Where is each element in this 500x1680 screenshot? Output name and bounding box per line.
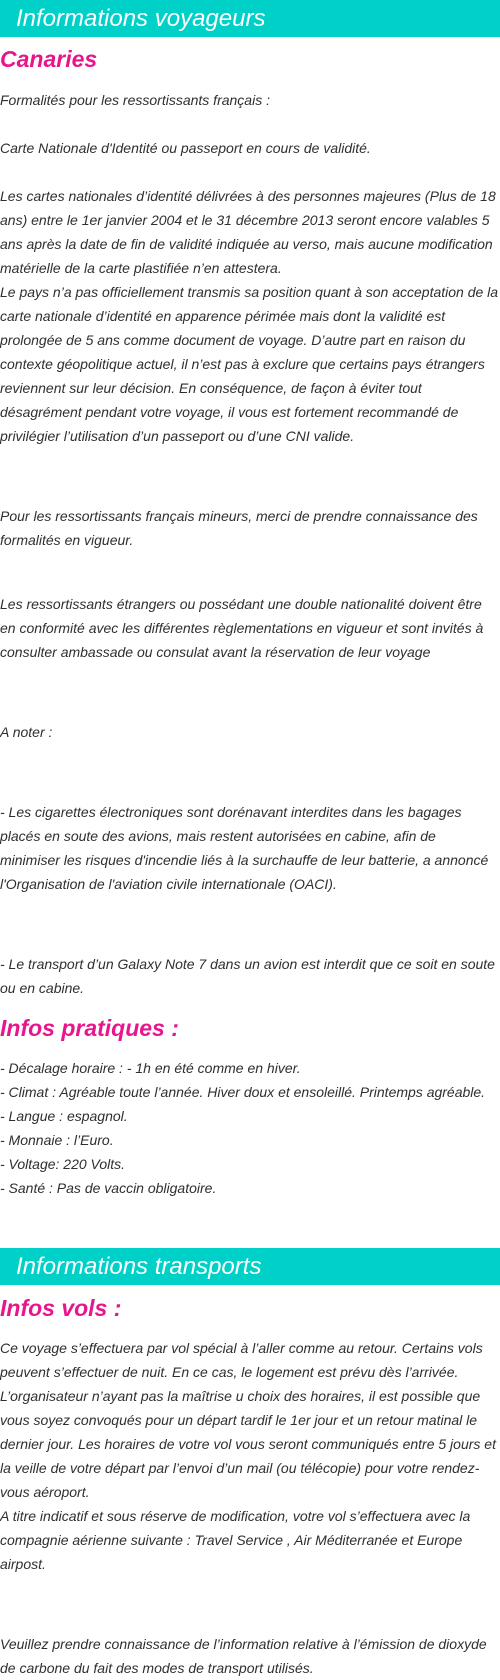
transports-banner: Informations transports [0, 1248, 500, 1285]
list-item: - Monnaie : l’Euro. [0, 1132, 114, 1148]
vols-compagnies: A titre indicatif et sous réserve de modification, votre vol s’effectuera avec la compagnie aérienne suivante : Travel Service , Air Méditerranée et Europe airpost. [0, 1508, 471, 1572]
co2-note: Veuillez prendre connaissance de l’information relative à l’émission de dioxyde de carbone du fait des modes de transport utilisés. [0, 1636, 487, 1676]
cni-details: Les cartes nationales d’identité délivrées à des personnes majeures (Plus de 18 ans) entre le 1er janvier 2004 et le 31 décembre 2013 seront encore valables 5 ans après la date de fin de validité indiquée au verso, mais aucune modification matérielle de la carte plastifiée n’en attestera. [0, 188, 496, 276]
etrangers-note: Les ressortissants étrangers ou possédant une double nationalité doivent être en conformité avec les différentes règlementations en vigueur et sont invités à consulter ambassade ou consulat avant la réservation de leur voyage [0, 596, 484, 660]
galaxy-note: - Le transport d’un Galaxy Note 7 dans un avion est interdit que ce soit en soute ou en cabine. [0, 956, 495, 996]
list-item: - Voltage: 220 Volts. [0, 1156, 126, 1172]
list-item: - Santé : Pas de vaccin obligatoire. [0, 1180, 217, 1196]
infos-vols-heading: Infos vols : [0, 1295, 122, 1321]
list-item: - Langue : espagnol. [0, 1108, 128, 1124]
cni-position: Le pays n’a pas officiellement transmis sa position quant à son acceptation de la carte nationale d’identité en apparence périmée mais dont la validité est prolongée de 5 ans comme document de voyage. D’autre part en raison du contexte géopolitique actuel, il n’est pas à exclure que certains pays étrangers reviennent sur leur décision. En conséquence, de façon à éviter tout désagrément pendant votre voyage, il vous est fortement recommandé de privilégier l’utilisation d’un passeport ou d’une CNI valide. [0, 284, 499, 444]
formalites-intro: Formalités pour les ressortissants français : [0, 92, 270, 108]
vols-details: Ce voyage s’effectuera par vol spécial à l’aller comme au retour. Certains vols peuvent s’effectuer de nuit. En ce cas, le logement est prévu dès l’arrivée. L’organisateur n’ayant pas la maîtrise u choix des horaires, il est possible que vous soyez convoqués pour un départ tardif le 1er jour et un retour matinal le dernier jour. Les horaires de votre vol vous seront communiqués entre 5 jours et la veille de votre départ par l’envoi d’un mail (ou télécopie) pour votre rendez-vous aéroport. [0, 1340, 496, 1500]
destination-heading: Canaries [0, 46, 98, 72]
infos-pratiques-heading: Infos pratiques : [0, 1015, 179, 1041]
cigarettes-note: - Les cigarettes électroniques sont dorénavant interdites dans les bagages placés en soute des avions, mais restent autorisées en cabine, afin de minimiser les risques d'incendie liés à la surchauffe de leur batterie, a annoncé l'Organisation de l'aviation civile internationale (OACI). [0, 804, 489, 892]
voyageurs-banner: Informations voyageurs [0, 0, 500, 37]
cni-requirement: Carte Nationale d'Identité ou passeport en cours de validité. [0, 140, 371, 156]
list-item: - Climat : Agréable toute l’année. Hiver doux et ensoleillé. Printemps agréable. [0, 1084, 486, 1100]
a-noter-label: A noter : [0, 724, 53, 740]
mineurs-note: Pour les ressortissants français mineurs, merci de prendre connaissance des formalités en vigueur. [0, 508, 478, 548]
list-item: - Décalage horaire : - 1h en été comme en hiver. [0, 1060, 301, 1076]
